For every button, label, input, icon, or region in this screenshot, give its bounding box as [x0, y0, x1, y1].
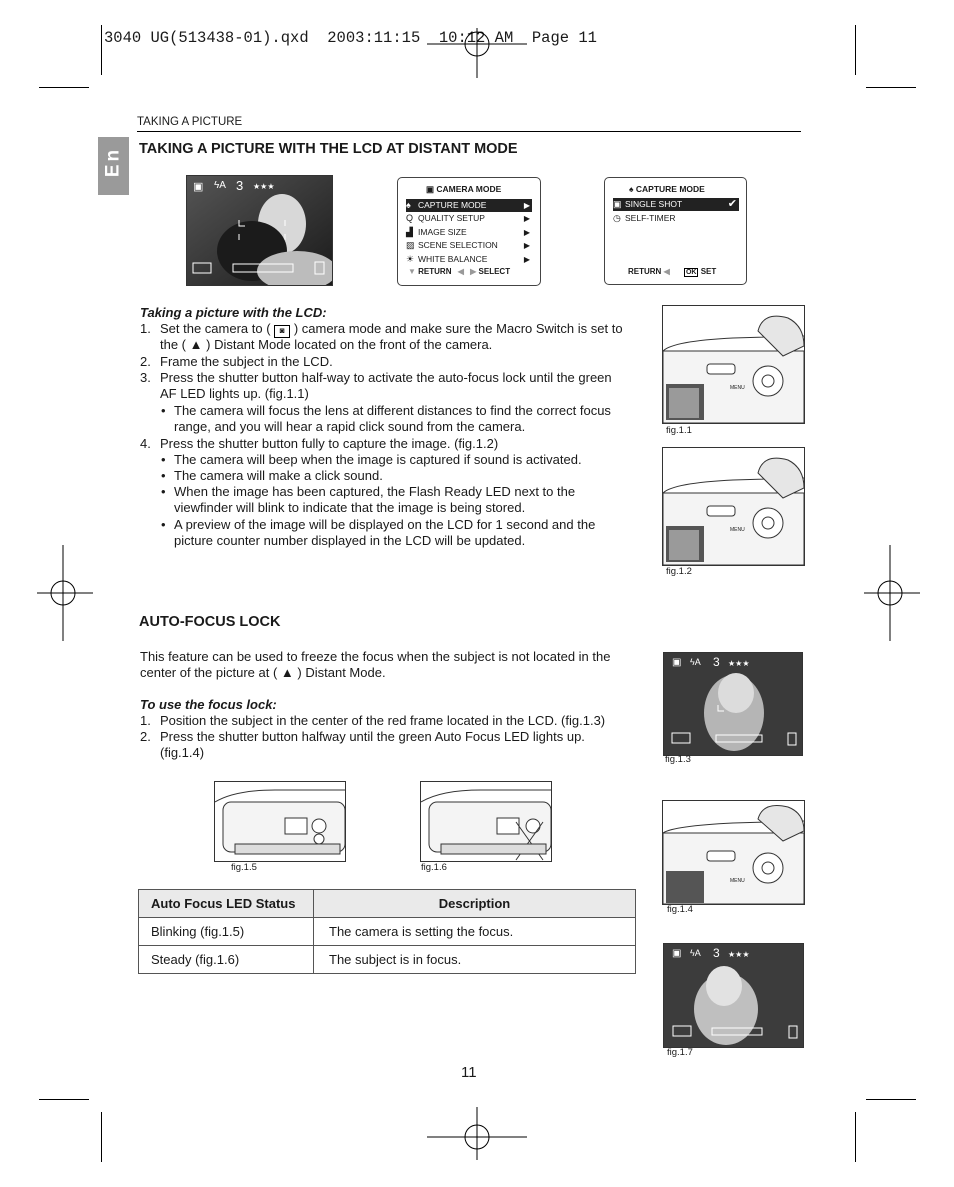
table-row	[139, 946, 636, 974]
arrow-left-icon: ◀	[457, 267, 464, 276]
step-3-bullet-1	[140, 403, 660, 436]
crop-mark	[855, 25, 856, 75]
camera-top-illustration	[215, 782, 345, 861]
focus-lock-subheading: To use the focus lock:	[140, 697, 277, 712]
menu-item-label: SCENE SELECTION	[418, 240, 498, 250]
step-number: 1.	[140, 321, 151, 336]
step-text-part: ) Distant Mode located on the front of the camera.	[206, 337, 493, 352]
crop-mark	[101, 1112, 102, 1162]
registration-mark-top	[425, 20, 529, 80]
step-text-part: ) camera mode and make sure the Macro Switch is set to	[293, 321, 623, 336]
fig-1-2-illustration	[662, 447, 805, 566]
camera-icon: ▣	[672, 948, 682, 959]
flash-auto-icon: ϟA	[690, 948, 701, 958]
step-text: AF LED lights up. (fig.1.1)	[160, 386, 309, 401]
flash-auto-icon: ϟA	[214, 180, 226, 191]
menu-footer	[408, 267, 510, 276]
quality-stars: ★★★	[728, 950, 750, 959]
mountain-icon: ▲	[280, 665, 294, 681]
step-4-bullet-4	[140, 517, 660, 550]
fig-caption: fig.1.1	[666, 425, 692, 436]
menu-item-self-timer[interactable]	[613, 212, 739, 225]
bullet-text: range, and you will hear a rapid click sound from the camera.	[174, 419, 526, 434]
step-text-part: Set the camera to (	[160, 321, 271, 336]
camera-mode-icon: ◙	[274, 325, 290, 338]
header-rule	[137, 131, 801, 132]
language-tab	[98, 137, 129, 195]
camera-icon: ▣	[193, 181, 204, 193]
crop-mark	[39, 87, 89, 88]
print-slug: 3040 UG(513438-01).qxd 2003:11:15 10:12 AM Page 11	[104, 29, 597, 47]
menu-button-label: MENU	[730, 878, 745, 884]
bullet: •	[161, 452, 166, 467]
step-number: 2.	[140, 354, 151, 369]
crop-mark	[101, 25, 102, 75]
arrow-down-icon: ▼	[408, 267, 416, 276]
step-number: 2.	[140, 729, 151, 744]
af-lock-intro	[140, 649, 660, 682]
camera-mode-title-text: CAMERA MODE	[436, 184, 502, 194]
fig-caption: fig.1.3	[665, 754, 691, 765]
fig-caption: fig.1.4	[667, 904, 693, 915]
set-label[interactable]: SET	[700, 267, 717, 276]
menu-item-label: WHITE BALANCE	[418, 254, 488, 264]
menu-item-white-balance[interactable]	[406, 253, 532, 266]
intro-text-part: ) Distant Mode.	[297, 665, 386, 681]
fig-caption: fig.1.6	[421, 862, 447, 873]
select-label[interactable]: SELECT	[478, 267, 511, 276]
mountain-icon: ▲	[189, 337, 203, 352]
intro-text-part: center of the picture at (	[140, 665, 278, 681]
lcd-subheading: Taking a picture with the LCD:	[140, 305, 327, 320]
flash-auto-icon: ϟA	[690, 657, 701, 667]
lcd-steps	[140, 321, 660, 550]
return-label[interactable]: RETURN	[418, 267, 452, 276]
bullet: •	[161, 403, 166, 418]
table-cell: The subject is in focus.	[314, 946, 636, 974]
baby-photo	[664, 653, 802, 755]
menu-footer	[628, 267, 716, 276]
checkmark-icon: ✔	[727, 198, 737, 210]
bullet: •	[161, 484, 166, 499]
white-balance-icon: ☀	[406, 254, 415, 264]
menu-item-label: IMAGE SIZE	[418, 227, 467, 237]
self-timer-icon: ◷	[613, 213, 621, 223]
arrow-right-icon: ▶	[523, 201, 530, 210]
capture-mode-icon: ♠	[406, 200, 411, 210]
table-row	[139, 918, 636, 946]
step-text	[160, 337, 492, 353]
step-number: 4.	[140, 436, 151, 451]
step-text: Press the shutter button half-way to activate the auto-focus lock until the green	[160, 370, 612, 385]
crop-mark	[866, 1099, 916, 1100]
step-number: 1.	[140, 713, 151, 728]
ok-icon[interactable]: OK	[685, 269, 697, 276]
table-header-cell: Auto Focus LED Status	[139, 890, 314, 918]
image-size-icon: ▟	[406, 227, 413, 237]
menu-item-label: SELF-TIMER	[625, 213, 676, 223]
fig-caption: fig.1.2	[666, 566, 692, 577]
camera-back-illustration	[663, 448, 804, 565]
main-heading: TAKING A PICTURE WITH THE LCD AT DISTANT MODE	[139, 141, 518, 157]
camera-top-illustration	[421, 782, 551, 861]
intro-line: This feature can be used to freeze the focus when the subject is not located in the	[140, 649, 611, 664]
bullet-text: A preview of the image will be displayed on the LCD for 1 second and the	[174, 517, 596, 532]
table-cell: Blinking (fig.1.5)	[139, 918, 314, 946]
fig-caption: fig.1.7	[667, 1047, 693, 1058]
bullet: •	[161, 517, 166, 532]
menu-item-label: QUALITY SETUP	[418, 213, 485, 223]
fig-caption: fig.1.5	[231, 862, 257, 873]
language-tab-label: En	[102, 146, 124, 178]
intro-line	[140, 665, 660, 681]
return-label[interactable]: RETURN	[628, 267, 662, 276]
camera-icon: ▣	[426, 184, 435, 194]
af-step-1	[140, 713, 660, 729]
step-4	[140, 436, 660, 452]
menu-item-single-shot[interactable]	[613, 198, 739, 211]
arrow-right-icon: ▶	[523, 214, 530, 223]
af-status-table	[138, 889, 636, 974]
arrow-right-icon: ▶	[470, 267, 477, 276]
fig-1-6-illustration	[420, 781, 552, 862]
lcd-preview-photo	[187, 176, 332, 285]
registration-mark-left	[35, 543, 95, 643]
table-cell: Steady (fig.1.6)	[139, 946, 314, 974]
camera-icon: ▣	[613, 199, 622, 209]
preview-counter: 3	[713, 655, 720, 669]
bullet-text: The camera will focus the lens at different distances to find the correct focus	[174, 403, 611, 418]
bullet-text: picture counter number displayed in the LCD will be updated.	[174, 533, 526, 548]
arrow-right-icon: ▶	[523, 228, 530, 237]
menu-item-label: SINGLE SHOT	[625, 199, 683, 209]
table-header-cell: Description	[314, 890, 636, 918]
bullet-text: The camera will beep when the image is captured if sound is activated.	[174, 452, 582, 467]
step-text: (fig.1.4)	[160, 745, 205, 760]
crop-mark	[855, 1112, 856, 1162]
table-header-row	[139, 890, 636, 918]
quality-stars: ★★★	[253, 182, 275, 191]
scene-icon: ▨	[406, 240, 415, 250]
fig-1-3-lcd-photo	[663, 652, 803, 756]
fig-1-4-illustration	[662, 800, 805, 905]
menu-button-label: MENU	[730, 385, 745, 391]
bullet: •	[161, 468, 166, 483]
crop-mark	[866, 87, 916, 88]
fig-1-7-lcd-photo	[663, 943, 804, 1048]
menu-item-scene-selection[interactable]	[406, 239, 532, 252]
section-label: TAKING A PICTURE	[137, 116, 243, 128]
camera-back-illustration	[663, 801, 804, 904]
arrow-right-icon: ▶	[523, 241, 530, 250]
step-text	[160, 321, 623, 338]
step-text: Position the subject in the center of the red frame located in the LCD. (fig.1.3)	[160, 713, 606, 728]
af-lock-heading: AUTO-FOCUS LOCK	[139, 614, 281, 630]
step-3	[140, 370, 660, 403]
menu-button-label: MENU	[730, 527, 745, 533]
table-cell: The camera is setting the focus.	[314, 918, 636, 946]
preview-counter: 3	[236, 178, 244, 193]
bullet-text: viewfinder will blink to indicate that the image is being stored.	[174, 500, 526, 515]
baby-photo	[664, 944, 803, 1047]
menu-item-image-size[interactable]	[406, 226, 532, 239]
preview-counter: 3	[713, 946, 720, 960]
menu-item-capture-mode[interactable]	[406, 199, 532, 212]
step-number: 3.	[140, 370, 151, 385]
step-1	[140, 321, 660, 354]
step-text-part: the (	[160, 337, 187, 352]
camera-mode-title	[426, 184, 501, 195]
capture-mode-icon: ♠	[629, 184, 634, 194]
capture-mode-menu	[604, 177, 747, 285]
arrow-left-icon: ◀	[663, 267, 670, 276]
step-4-bullet-3	[140, 484, 660, 517]
registration-mark-bottom	[425, 1105, 529, 1165]
lcd-preview-screen	[186, 175, 333, 286]
fig-1-5-illustration	[214, 781, 346, 862]
step-4-bullet-1	[140, 452, 660, 468]
camera-back-illustration	[663, 306, 804, 423]
fig-1-1-illustration	[662, 305, 805, 424]
menu-item-label: CAPTURE MODE	[418, 200, 487, 210]
camera-icon: ▣	[672, 657, 682, 668]
registration-mark-right	[862, 543, 922, 643]
camera-mode-menu	[397, 177, 541, 286]
bullet-text: When the image has been captured, the Flash Ready LED next to the	[174, 484, 576, 499]
quality-icon: Q	[406, 213, 414, 223]
step-text: Press the shutter button halfway until the green Auto Focus LED lights up.	[160, 729, 585, 744]
focus-lock-steps	[140, 713, 660, 762]
capture-mode-title	[629, 184, 705, 194]
arrow-right-icon: ▶	[523, 255, 530, 264]
step-text: Frame the subject in the LCD.	[160, 354, 333, 369]
bullet-text: The camera will make a click sound.	[174, 468, 383, 483]
step-2	[140, 354, 660, 370]
menu-item-quality-setup[interactable]	[406, 212, 532, 225]
page-number: 11	[461, 1064, 477, 1081]
step-4-bullet-2	[140, 468, 660, 484]
capture-mode-title-text: CAPTURE MODE	[635, 184, 705, 194]
step-text: Press the shutter button fully to capture the image. (fig.1.2)	[160, 436, 499, 451]
quality-stars: ★★★	[728, 659, 750, 668]
crop-mark	[39, 1099, 89, 1100]
af-step-2	[140, 729, 660, 762]
